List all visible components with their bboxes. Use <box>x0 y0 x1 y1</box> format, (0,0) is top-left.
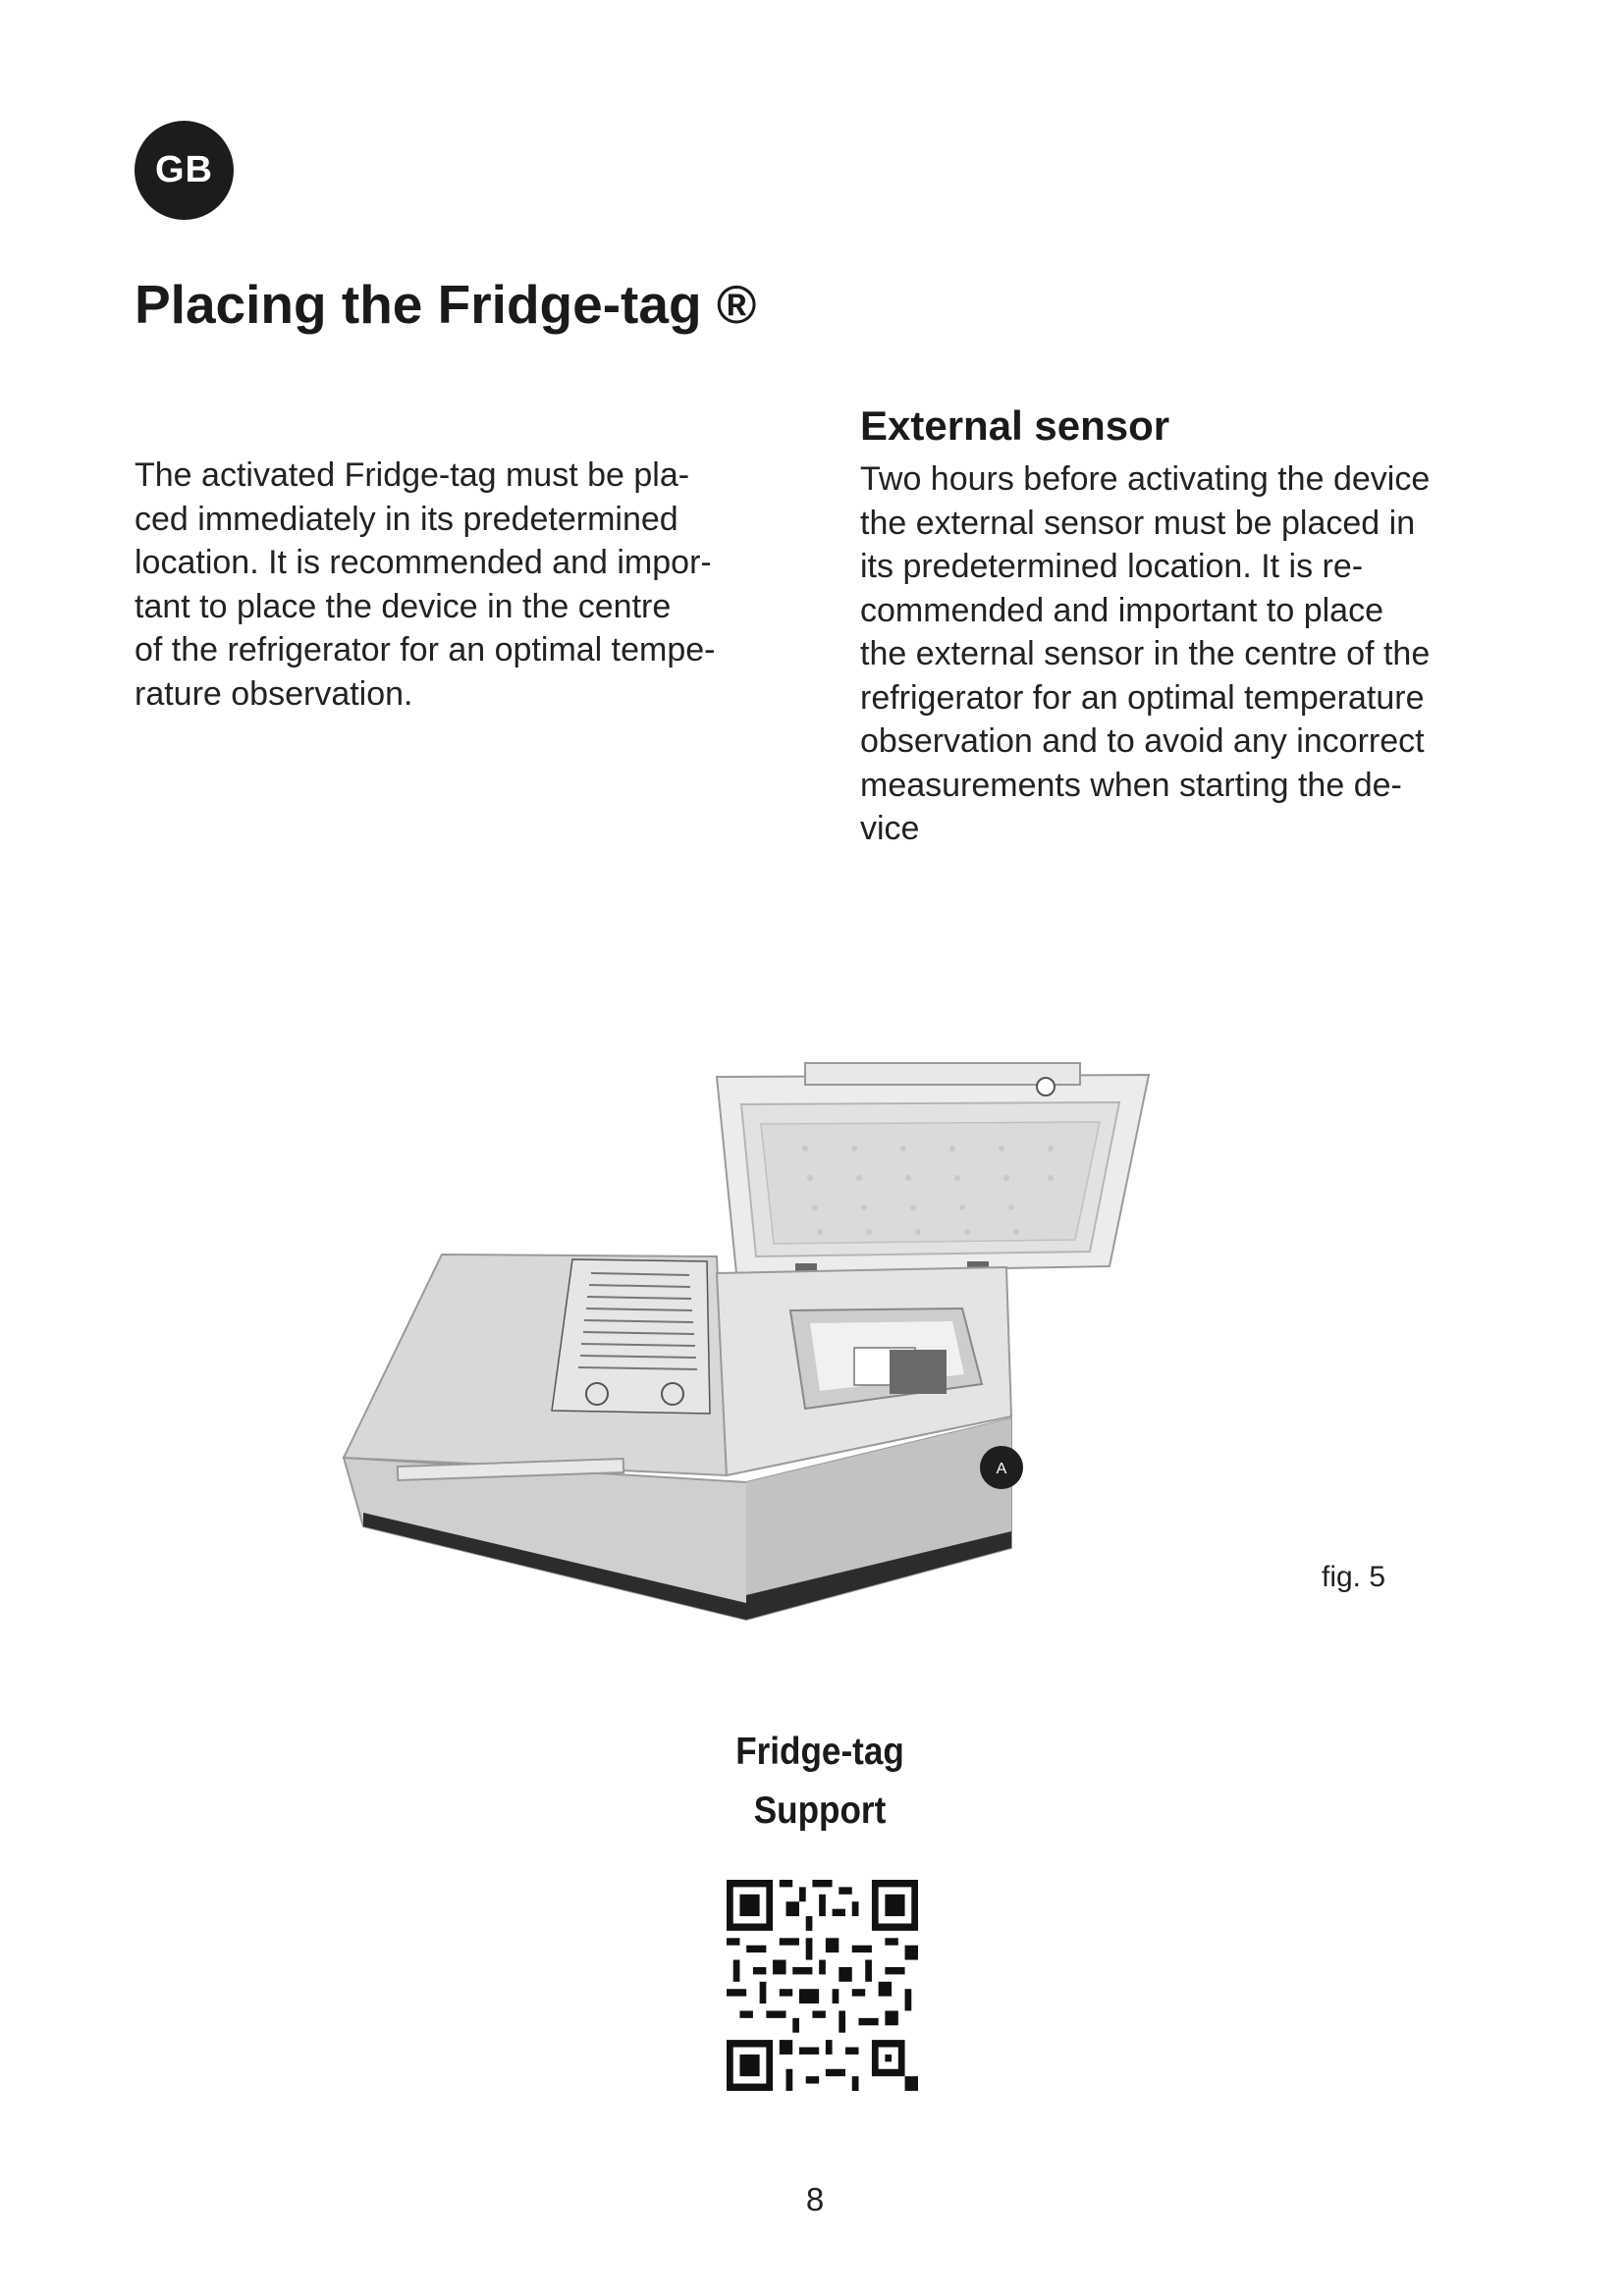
text-line: tant to place the device in the centre <box>135 587 672 625</box>
right-column <box>860 402 1528 851</box>
text-line: the external sensor in the centre of the <box>860 635 1431 672</box>
text-line: the external sensor must be placed in <box>860 504 1416 542</box>
left-column-text <box>135 454 822 716</box>
freezer-open-lid <box>717 1063 1149 1281</box>
figure-caption: fig. 5 <box>1322 1561 1386 1593</box>
language-badge <box>135 121 234 220</box>
text-line: its predetermined location. It is re- <box>860 548 1364 585</box>
right-column-text <box>860 457 1528 851</box>
support-line-1: Fridge-tag <box>735 1731 904 1773</box>
language-badge-label: GB <box>155 149 213 190</box>
freezer-closed-lid <box>344 1255 727 1480</box>
text-line: measurements when starting the de- <box>860 766 1402 804</box>
text-line: rature observation. <box>135 674 413 713</box>
text-line: commended and important to place <box>860 591 1383 629</box>
qr-code-icon[interactable] <box>727 1880 918 2091</box>
external-sensor-heading: External sensor <box>860 402 1170 449</box>
page-number: 8 <box>805 2181 825 2217</box>
text-line: ced immediately in its predetermined <box>135 500 678 538</box>
text-line: vice <box>860 810 920 847</box>
text-line: The activated Fridge-tag must be pla- <box>135 456 690 494</box>
text-line: location. It is recommended and impor- <box>135 544 712 581</box>
text-line: observation and to avoid any incorrect <box>860 722 1425 760</box>
text-line: refrigerator for an optimal temperature <box>860 678 1425 717</box>
support-label <box>701 1723 940 1841</box>
support-line-2: Support <box>753 1789 887 1832</box>
text-line: of the refrigerator for an optimal tempe- <box>135 631 716 668</box>
page-title: Placing the Fridge-tag ® <box>135 274 757 335</box>
text-line: Two hours before activating the device <box>860 460 1431 498</box>
chest-freezer-illustration <box>324 1045 1168 1625</box>
freezer-badge-label: A <box>996 1461 1007 1477</box>
